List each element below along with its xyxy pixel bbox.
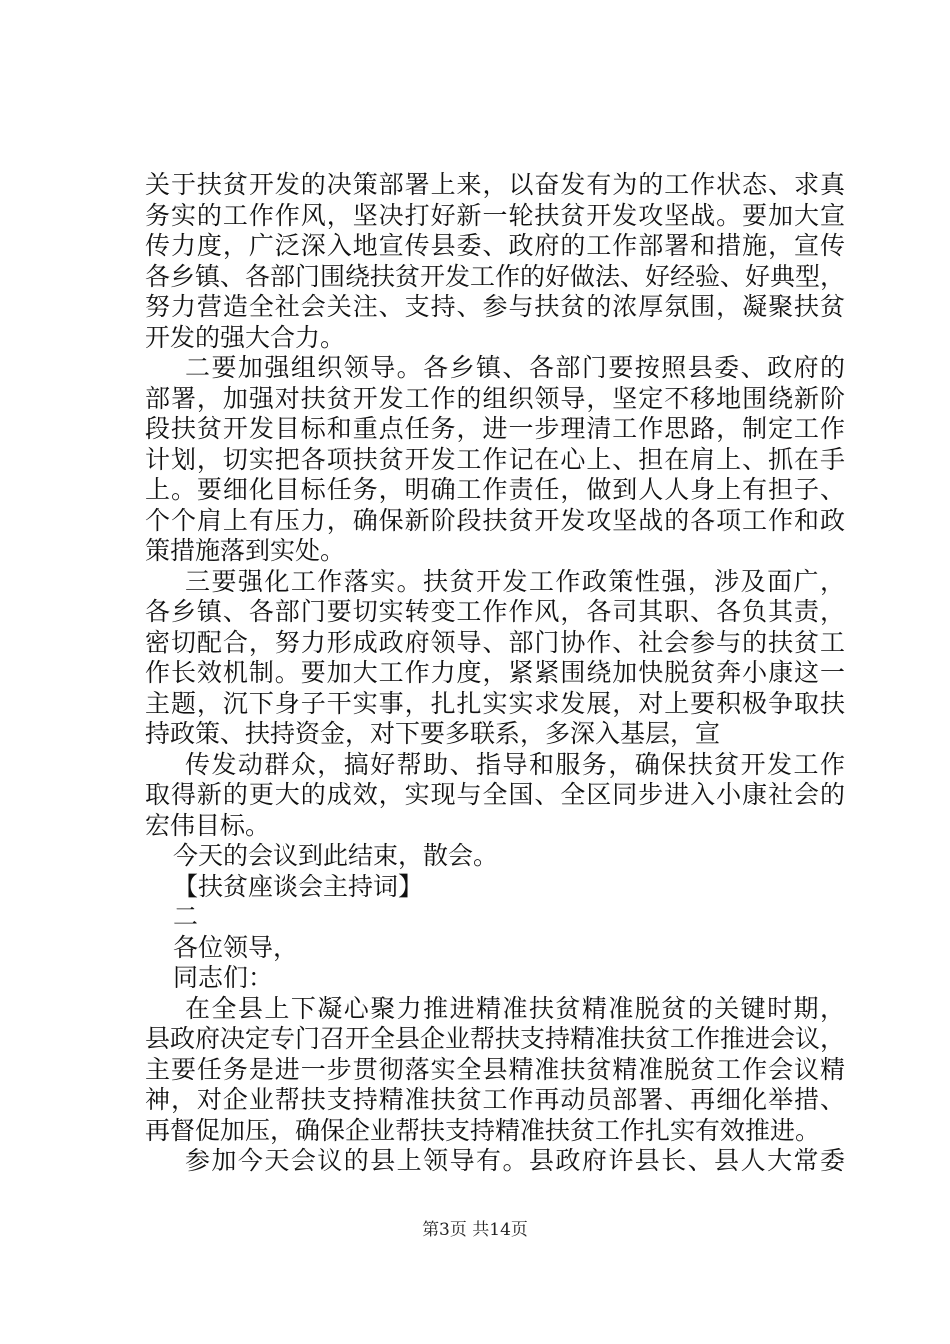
text-line: 密切配合，努力形成政府领导、部门协作、社会参与的扶贫工 xyxy=(145,627,845,657)
text-line: 段扶贫开发目标和重点任务，进一步理清工作思路，制定工作 xyxy=(145,414,845,443)
text-line: 开发的强大合力。 xyxy=(145,322,346,352)
text-line: 宏伟目标。 xyxy=(145,810,271,840)
text-line: 上。要细化目标任务，明确工作责任，做到人人身上有担子、 xyxy=(145,475,845,504)
text-line: 在全县上下凝心聚力推进精准扶贫精准脱贫的关键时期， xyxy=(185,993,845,1023)
text-line: 县政府决定专门召开全县企业帮扶支持精准扶贫工作推进会议， xyxy=(145,1024,846,1053)
text-line: 主题，沉下身子干实事，扎扎实实求发展，对上要积极争取扶 xyxy=(145,688,845,718)
text-line: 务实的工作作风，坚决打好新一轮扶贫开发攻坚战。要加大宣 xyxy=(145,200,845,230)
text-line: 神，对企业帮扶支持精准扶贫工作再动员部署、再细化举措、 xyxy=(145,1085,845,1114)
text-line: 各乡镇、各部门要切实转变工作作风，各司其职、各负其责， xyxy=(145,597,845,626)
text-line: 关于扶贫开发的决策部署上来，以奋发有为的工作状态、求真 xyxy=(145,170,845,199)
text-line: 各乡镇、各部门围绕扶贫开发工作的好做法、好经验、好典型， xyxy=(145,261,846,291)
text-line: 作长效机制。要加大工作力度，紧紧围绕加快脱贫奔小康这一 xyxy=(145,658,845,687)
document-body xyxy=(145,170,845,1177)
text-line: 各位领导， xyxy=(173,932,299,962)
text-line: 主要任务是进一步贯彻落实全县精准扶贫精准脱贫工作会议精 xyxy=(145,1054,845,1084)
text-line: 取得新的更大的成效，实现与全国、全区同步进入小康社会的 xyxy=(145,780,845,809)
text-line: 部署，加强对扶贫开发工作的组织领导，坚定不移地围绕新阶 xyxy=(145,383,845,413)
text-line: 个个肩上有压力，确保新阶段扶贫开发攻坚战的各项工作和政 xyxy=(145,505,845,535)
text-line: 传发动群众，搞好帮助、指导和服务，确保扶贫开发工作 xyxy=(185,749,845,779)
text-line: 传力度，广泛深入地宣传县委、政府的工作部署和措施，宣传 xyxy=(145,231,845,260)
text-line: 再督促加压，确保企业帮扶支持精准扶贫工作扎实有效推进。 xyxy=(145,1115,821,1145)
text-line: 三要强化工作落实。扶贫开发工作政策性强，涉及面广， xyxy=(185,566,845,596)
text-line: 计划，切实把各项扶贫开发工作记在心上、担在肩上、抓在手 xyxy=(145,444,845,474)
text-line: 参加今天会议的县上领导有。县政府许县长、县人大常委 xyxy=(185,1146,845,1175)
page-footer: 第3页 共14页 xyxy=(422,1220,528,1240)
text-line: 持政策、扶持资金，对下要多联系，多深入基层，宣 xyxy=(145,719,721,748)
text-line: 策措施落到实处。 xyxy=(145,536,346,565)
text-line: 今天的会议到此结束，散会。 xyxy=(173,841,499,870)
text-line: 【扶贫座谈会主持词】 xyxy=(173,871,424,901)
text-line: 同志们： xyxy=(173,963,274,992)
text-line: 二 xyxy=(173,902,199,931)
text-line: 努力营造全社会关注、支持、参与扶贫的浓厚氛围，凝聚扶贫 xyxy=(145,292,845,321)
text-line: 二要加强组织领导。各乡镇、各部门要按照县委、政府的 xyxy=(185,353,845,382)
